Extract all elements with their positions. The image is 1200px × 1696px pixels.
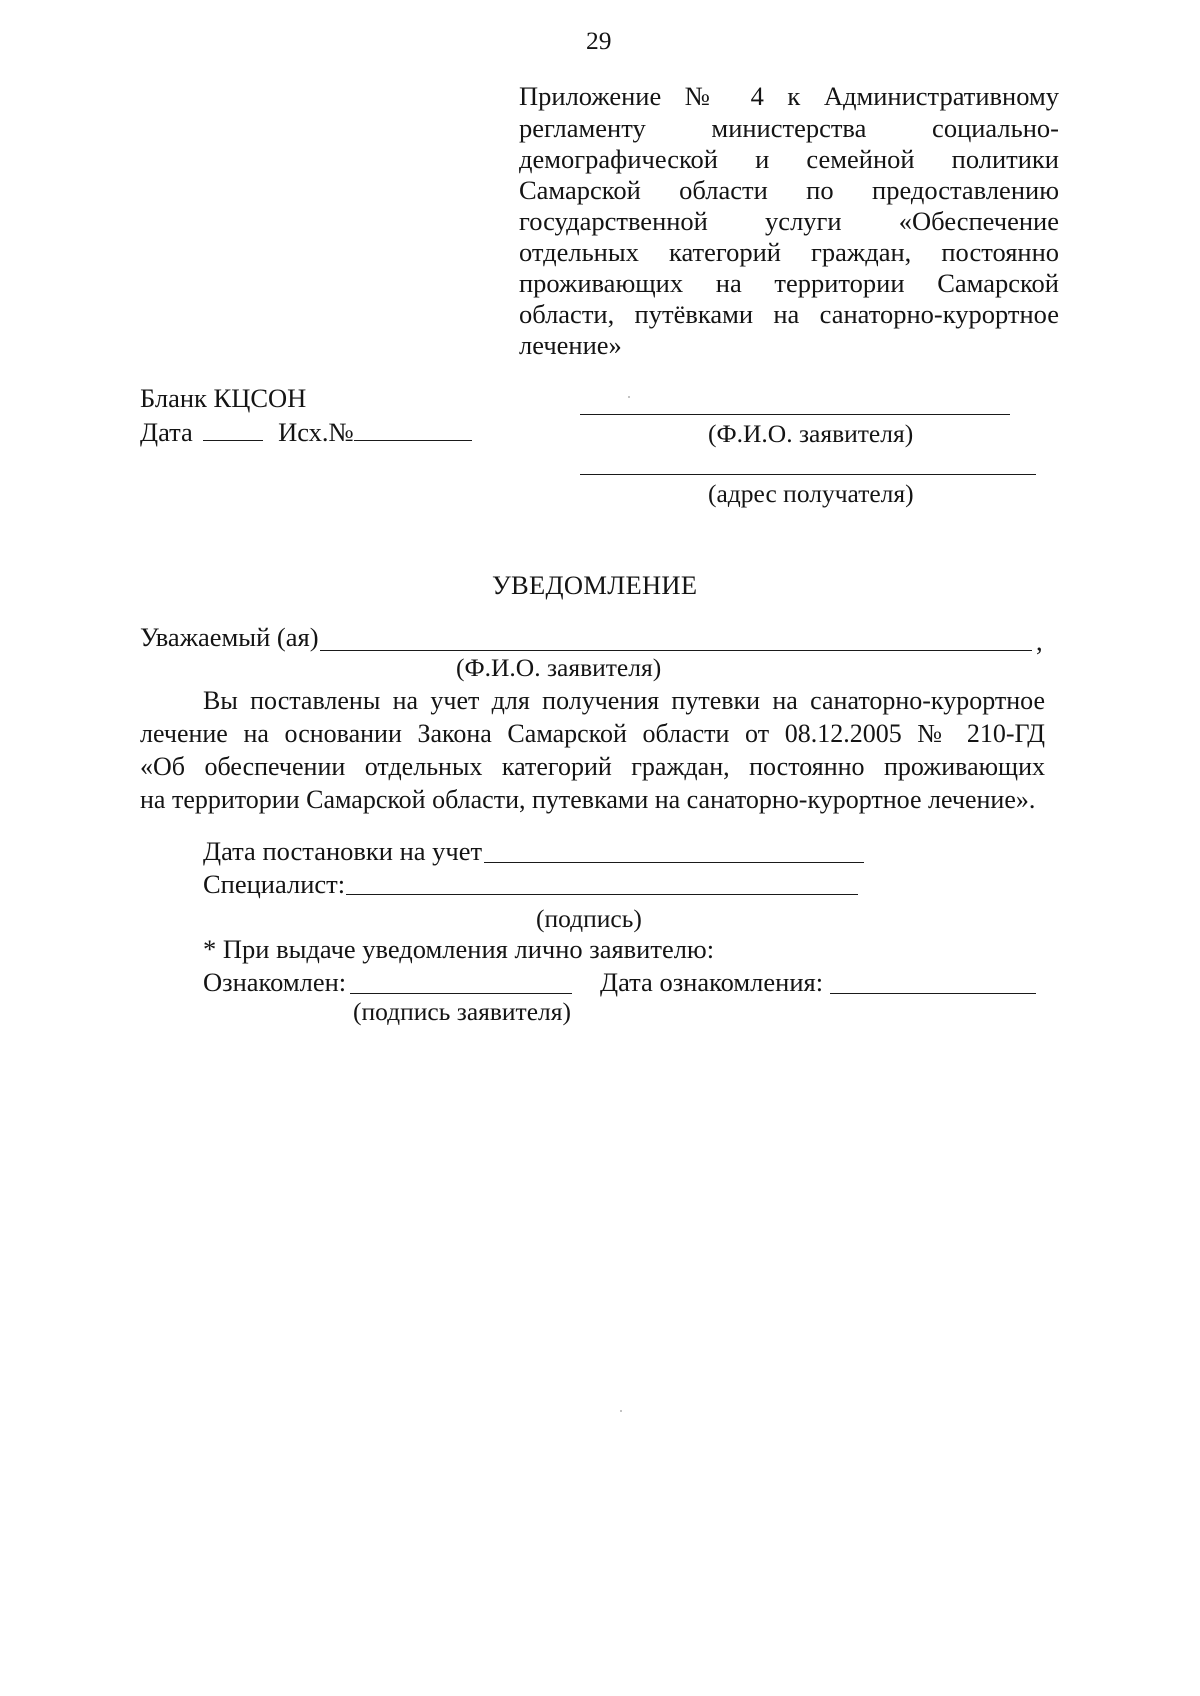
salutation-name-line [320, 650, 1032, 651]
body-line: «Об обеспечении отдельных категорий граждан, постоянно проживающих [140, 752, 1045, 781]
recipient-address-line [580, 474, 1036, 475]
out-number-blank-line [354, 418, 472, 441]
appendix-line: области, путёвками на санаторно-курортное [519, 299, 1059, 329]
personal-delivery-note: * При выдаче уведомления лично заявителю: [203, 934, 715, 964]
appendix-line: Приложение № 4 к Административному [519, 81, 1059, 111]
registration-date-label: Дата постановки на учет [203, 836, 483, 866]
recipient-address-caption: (адрес получателя) [708, 479, 914, 508]
appendix-line: регламенту министерства социально- [519, 113, 1059, 143]
document-title: УВЕДОМЛЕНИЕ [492, 570, 698, 600]
notification-body [140, 684, 1045, 816]
scan-speck [620, 1410, 622, 1412]
scan-speck [628, 396, 630, 398]
body-line: Вы поставлены на учет для получения путевки на санаторно-курортное [203, 686, 1045, 715]
appendix-line: отдельных категорий граждан, постоянно [519, 237, 1059, 267]
acquaint-date-line [830, 993, 1036, 994]
out-number-label: Исх.№ [278, 417, 354, 447]
date-label: Дата [140, 417, 193, 447]
acquaint-date-label: Дата ознакомления: [600, 967, 824, 997]
applicant-name-caption: (Ф.И.О. заявителя) [708, 419, 914, 448]
date-blank-line [203, 418, 263, 441]
appendix-line: демографической и семейной политики [519, 144, 1059, 174]
applicant-name-line [580, 414, 1010, 415]
specialist-label: Специалист: [203, 869, 346, 899]
registration-date-line [484, 862, 864, 863]
body-line: на территории Самарской области, путевками на санаторно-курортное лечение». [140, 785, 1036, 814]
salutation-comma: , [1036, 626, 1043, 656]
body-line: лечение на основании Закона Самарской области от 08.12.2005 № 210-ГД [140, 719, 1045, 748]
acquainted-label: Ознакомлен: [203, 967, 347, 997]
appendix-line: государственной услуги «Обеспечение [519, 206, 1059, 236]
appendix-line: лечение» [519, 330, 622, 360]
appendix-line: Самарской области по предоставлению [519, 175, 1059, 205]
applicant-signature-caption: (подпись заявителя) [353, 997, 571, 1026]
acquainted-signature-line [350, 993, 572, 994]
specialist-line [346, 894, 858, 895]
appendix-note [519, 80, 1059, 361]
signature-caption: (подпись) [536, 904, 642, 933]
kcson-blank-label: Бланк КЦСОН [140, 383, 307, 413]
salutation-label: Уважаемый (ая) [140, 622, 319, 652]
page-number: 29 [586, 26, 612, 55]
appendix-line: проживающих на территории Самарской [519, 268, 1059, 298]
salutation-name-caption: (Ф.И.О. заявителя) [456, 653, 662, 682]
date-out-number-row [140, 418, 472, 446]
